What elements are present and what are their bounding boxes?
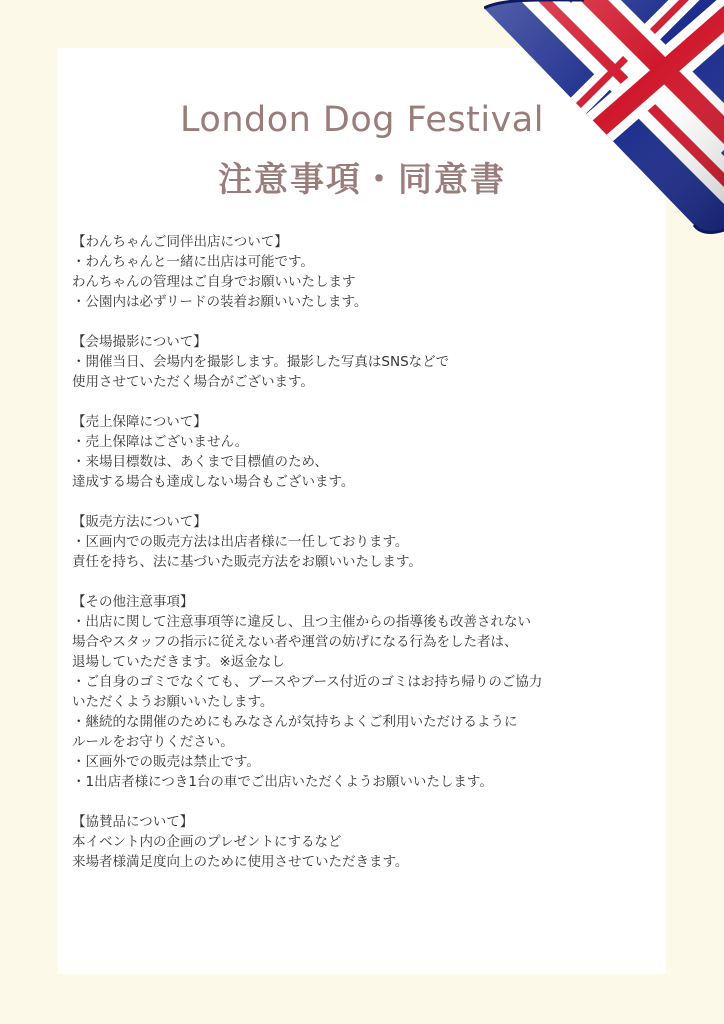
section-line: 使用させていただく場合がございます。 — [72, 374, 314, 390]
section-line: ・1出店者様につき1台の車でご出店いただくようお願いいたします。 — [72, 774, 493, 790]
section-heading: 【協賛品について】 — [72, 814, 194, 830]
section-sales-method — [72, 512, 612, 572]
section-heading: 【販売方法について】 — [72, 514, 207, 530]
section-line: ・継続的な開催のためにもみなさんが気持ちよくご利用いただけるように — [72, 714, 518, 730]
section-line: 達成する場合も達成しない場合もございます。 — [72, 474, 355, 490]
section-line: 責任を持ち、法に基づいた販売方法をお願いいたします。 — [72, 554, 422, 570]
section-heading: 【その他注意事項】 — [72, 594, 194, 610]
title-english: London Dog Festival — [180, 100, 544, 140]
section-line: ・売上保障はございません。 — [72, 434, 249, 450]
section-line: ・開催当日、会場内を撮影します。撮影した写真はSNSなどで — [72, 354, 450, 370]
section-line: ・出店に関して注意事項等に違反し、且つ主催からの指導後も改善されない — [72, 614, 531, 630]
section-line: ・区画内での販売方法は出店者様に一任しております。 — [72, 534, 409, 550]
section-line: ルールをお守りください。 — [72, 734, 234, 750]
section-line: ・来場目標数は、あくまで目標値のため、 — [72, 454, 328, 470]
section-sales-guarantee — [72, 412, 612, 492]
section-line: ・わんちゃんと一緒に出店は可能です。 — [72, 254, 314, 270]
section-sponsor-items — [72, 812, 612, 872]
section-line: いただくようお願いいたします。 — [72, 694, 274, 710]
section-heading: 【わんちゃんご同伴出店について】 — [72, 234, 288, 250]
section-line: わんちゃんの管理はご自身でお願いいたします — [72, 274, 356, 290]
section-other-notes — [72, 592, 612, 792]
section-line: ・公園内は必ずリードの装着お願いいたします。 — [72, 294, 368, 310]
section-line: ・ご自身のゴミでなくても、ブースやブース付近のゴミはお持ち帰りのご協力 — [72, 674, 543, 690]
title-japanese: 注意事項・同意書 — [218, 160, 506, 200]
section-line: 来場者様満足度向上のために使用させていただきます。 — [72, 854, 409, 870]
section-photography — [72, 332, 612, 392]
section-line: 本イベント内の企画のプレゼントにするなど — [72, 834, 342, 850]
section-heading: 【売上保障について】 — [72, 414, 207, 430]
section-dog-accompany — [72, 232, 612, 312]
notice-body — [72, 232, 612, 892]
section-line: 場合やスタッフの指示に従えない者や運営の妨げになる行為をした者は、 — [72, 634, 518, 650]
union-jack-ribbon-icon — [484, 0, 724, 240]
section-line: 退場していただきます。※返金なし — [72, 654, 285, 670]
section-heading: 【会場撮影について】 — [72, 334, 207, 350]
section-line: ・区画外での販売は禁止です。 — [72, 754, 260, 770]
